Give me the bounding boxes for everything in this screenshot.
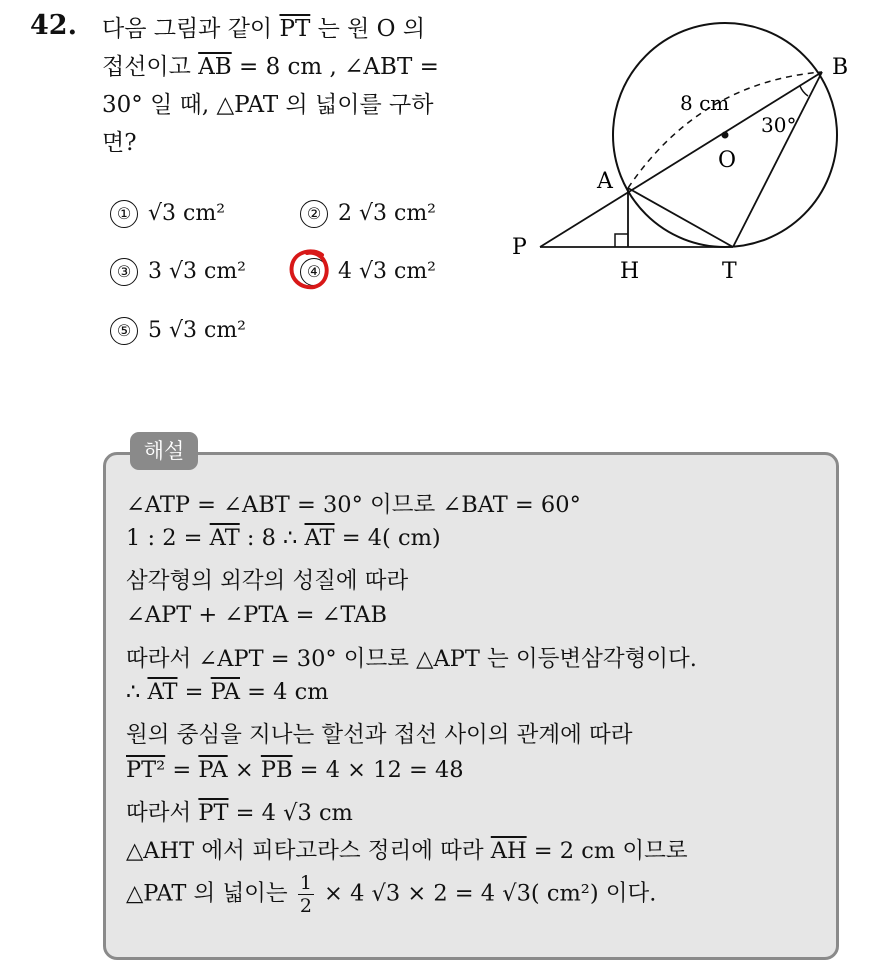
solution-line xyxy=(126,872,656,917)
label-angle: 30° xyxy=(761,113,797,137)
solution-line xyxy=(126,717,633,749)
label-p: P xyxy=(512,235,527,260)
question-line xyxy=(102,10,487,48)
overlined-segment: $\overline{PT}$ xyxy=(279,16,311,42)
solution-text-part: = xyxy=(177,679,211,705)
solution-text-part: = 4 √3 cm xyxy=(228,800,353,826)
question-text-part: 면? xyxy=(102,130,137,156)
selected-answer-circle-mark xyxy=(287,247,333,293)
solution-text-part: 따라서 xyxy=(126,800,199,826)
solution-text-part: × 4 √3 × 2 = 4 √3( cm²) 이다. xyxy=(316,880,657,907)
solution-text-part: △AHT 에서 피타고라스 정리에 따라 xyxy=(126,838,491,864)
solution-tag: 해설 xyxy=(130,432,198,470)
solution-text-part: △PAT 의 넓이는 xyxy=(126,880,295,907)
label-o: O xyxy=(718,148,737,173)
label-b: B xyxy=(832,55,849,80)
choice-2[interactable] xyxy=(300,200,436,228)
geometry-figure xyxy=(504,15,874,295)
solution-line xyxy=(126,563,408,595)
question-number: 42. xyxy=(30,10,77,41)
overlined-segment: $\overline{AT}$ xyxy=(304,525,335,551)
right-angle-mark xyxy=(615,234,628,247)
solution-text-part: 따라서 ∠APT = 30° 이므로 △APT 는 이등변삼각형이다. xyxy=(126,646,697,672)
overlined-segment: $\overline{AT}$ xyxy=(209,525,240,551)
solution-text-part: 삼각형의 외각의 성질에 따라 xyxy=(126,568,409,594)
choice-5-number: ⑤ xyxy=(110,317,138,345)
choice-3-text: 3 √3 cm² xyxy=(148,259,247,284)
solution-line xyxy=(126,795,353,827)
question-text-part: = 8 cm , ∠ABT = xyxy=(231,54,439,80)
solution-text-part: = 4 cm xyxy=(240,679,329,705)
choice-4[interactable] xyxy=(300,258,436,286)
choice-2-number: ② xyxy=(300,200,328,228)
solution-line xyxy=(126,757,464,783)
question-text xyxy=(102,10,487,162)
label-a: A xyxy=(597,169,613,194)
overlined-segment: $\overline{PA}$ xyxy=(210,679,240,705)
question-text-part: 30° 일 때, △PAT 의 넓이를 구하 xyxy=(102,92,434,118)
angle-arc-b xyxy=(800,86,808,96)
solution-text-part: × xyxy=(227,757,261,783)
question-line xyxy=(102,124,487,162)
overlined-segment: PT² xyxy=(126,757,166,783)
solution-text-part: 1 : 2 = xyxy=(126,525,210,551)
overlined-segment: $\overline{PA}$ xyxy=(198,757,228,783)
choice-5-text: 5 √3 cm² xyxy=(148,318,247,343)
solution-text-part: ∠APT + ∠PTA = ∠TAB xyxy=(126,602,387,628)
solution-line xyxy=(126,525,441,551)
solution-text-part: ∴ xyxy=(126,679,148,705)
fraction: $\frac{1}{2}$ xyxy=(299,872,312,917)
solution-line xyxy=(126,602,387,628)
solution-text-part: : 8 ∴ xyxy=(239,525,305,551)
solution-line xyxy=(126,487,581,519)
solution-text-part: = 4( cm) xyxy=(334,525,441,551)
solution-text-part: = xyxy=(165,757,199,783)
solution-text-part: = 4 × 12 = 48 xyxy=(292,757,464,783)
solution-text-part: = 2 cm 이므로 xyxy=(526,838,688,864)
solution-text-part: ∠ATP = ∠ABT = 30° 이므로 ∠BAT = 60° xyxy=(126,492,581,518)
solution-line xyxy=(126,679,329,705)
choice-3[interactable] xyxy=(110,258,246,286)
question-line xyxy=(102,48,487,86)
question-line xyxy=(102,86,487,124)
overlined-segment: $\overline{PB}$ xyxy=(260,757,293,783)
segment-bt xyxy=(733,72,822,247)
choice-4-text: 4 √3 cm² xyxy=(338,259,437,284)
solution-line xyxy=(126,641,697,673)
overlined-segment: $\overline{AB}$ xyxy=(198,54,232,80)
overlined-segment: $\overline{AH}$ xyxy=(490,838,527,864)
choice-1-text: √3 cm² xyxy=(148,201,226,226)
question-text-part: 는 원 O 의 xyxy=(310,16,426,42)
label-t: T xyxy=(722,259,737,284)
solution-text-part: 원의 중심을 지나는 할선과 접선 사이의 관계에 따라 xyxy=(126,722,633,748)
choice-2-text: 2 √3 cm² xyxy=(338,201,437,226)
solution-line xyxy=(126,833,688,865)
choice-3-number: ③ xyxy=(110,258,138,286)
overlined-segment: $\overline{PT}$ xyxy=(198,800,229,826)
center-point-o xyxy=(722,132,729,139)
label-length: 8 cm xyxy=(680,91,730,115)
question-text-part: 접선이고 xyxy=(102,54,199,80)
question-text-part: 다음 그림과 같이 xyxy=(102,16,280,42)
overlined-segment: $\overline{AT}$ xyxy=(147,679,178,705)
choice-4-number: ④ xyxy=(300,258,328,286)
label-h: H xyxy=(620,259,640,284)
choice-1[interactable] xyxy=(110,200,225,228)
choice-5[interactable] xyxy=(110,317,246,345)
choice-1-number: ① xyxy=(110,200,138,228)
